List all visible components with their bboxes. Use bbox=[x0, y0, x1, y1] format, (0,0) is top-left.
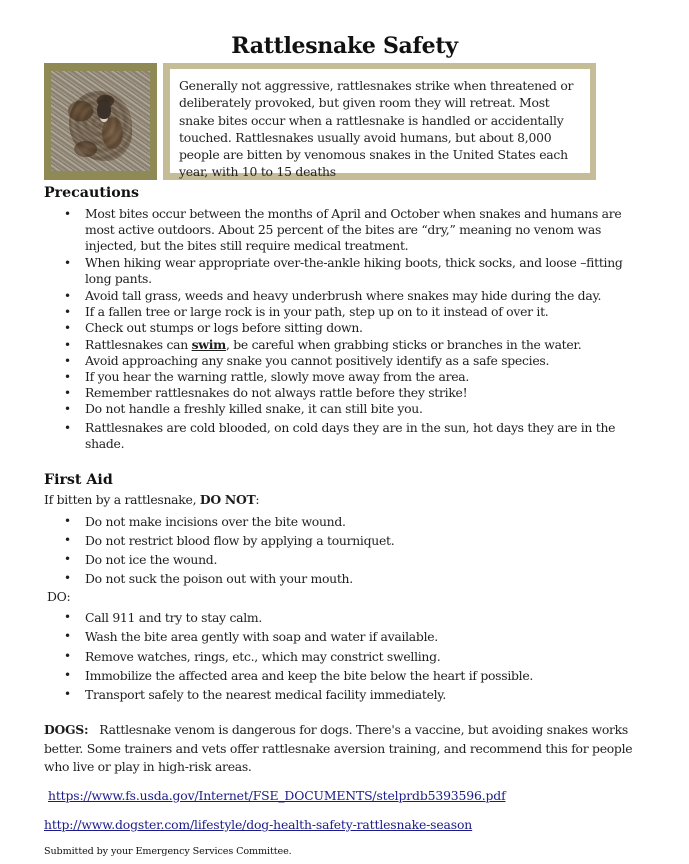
bullet-icon: • bbox=[64, 386, 71, 401]
list-item: • Avoid tall grass, weeds and heavy underbrush where snakes may hide during the day. bbox=[64, 288, 602, 304]
bullet-icon: • bbox=[64, 533, 71, 547]
do-not-list bbox=[63, 512, 623, 588]
bullet-icon: • bbox=[64, 321, 71, 336]
bullet-icon: • bbox=[64, 552, 71, 566]
precautions-heading: Precautions bbox=[44, 185, 140, 201]
list-item: • Do not make incisions over the bite wound. bbox=[64, 514, 346, 529]
list-item: • Immobilize the affected area and keep the bite below the heart if possible. bbox=[63, 666, 623, 685]
bullet-icon: • bbox=[64, 648, 71, 663]
do-list bbox=[63, 608, 623, 704]
bullet-icon: • bbox=[64, 255, 71, 270]
first-aid-heading: First Aid bbox=[44, 472, 113, 488]
list-item: • Remove watches, rings, etc., which may constrict swelling. bbox=[63, 647, 623, 666]
precautions-list bbox=[63, 206, 623, 452]
bullet-icon: • bbox=[64, 667, 71, 682]
footer-note: Submitted by your Emergency Services Committee. bbox=[44, 846, 292, 857]
intro-text: Generally not aggressive, rattlesnakes strike when threatened or deliberately provoked, but given room they will retreat. Most snake bites occur when a rattlesnake is handled or accidentally touched. Rattlesnakes usually avoid humans, but about 8,000 people are bitten by venomous snakes in the United States each year, with 10 to 15 deaths bbox=[170, 69, 590, 173]
bullet-icon: • bbox=[64, 687, 71, 702]
bullet-icon: • bbox=[64, 514, 71, 528]
do-not-intro: If bitten by a rattlesnake, DO NOT: bbox=[44, 492, 260, 507]
bullet-icon: • bbox=[64, 571, 71, 585]
swim-emphasis: swim bbox=[191, 336, 226, 352]
list-item: • Check out stumps or logs before sitting down. bbox=[64, 320, 363, 336]
list-item: • Transport safely to the nearest medical facility immediately. bbox=[63, 685, 623, 704]
do-not-label: DO NOT bbox=[199, 492, 256, 507]
list-item: • Do not ice the wound. bbox=[64, 552, 218, 567]
list-item: • If you hear the warning rattle, slowly move away from the area. bbox=[64, 369, 470, 385]
list-item: • Rattlesnakes are cold blooded, on cold days they are in the sun, hot days they are in the shade. bbox=[64, 419, 616, 451]
list-item: • If a fallen tree or large rock is in your path, step up on to it instead of over it. bbox=[64, 304, 549, 320]
list-item: • Do not restrict blood flow by applying a tourniquet. bbox=[64, 533, 395, 548]
bullet-icon: • bbox=[64, 402, 71, 417]
rattlesnake-photo-frame bbox=[44, 63, 157, 180]
page-title: Rattlesnake Safety bbox=[231, 33, 458, 59]
list-item: • Do not suck the poison out with your mouth. bbox=[64, 571, 353, 586]
dogs-paragraph: DOGS: Rattlesnake venom is dangerous for dogs. There's a vaccine, but avoiding snakes works better. Some trainers and vets offer rattlesnake aversion training, and recommend this for people who live or play in high-risk areas. bbox=[44, 722, 633, 774]
bullet-icon: • bbox=[64, 629, 71, 644]
bullet-icon: • bbox=[64, 207, 71, 221]
do-label: DO: bbox=[47, 589, 71, 604]
rattlesnake-photo-icon bbox=[51, 71, 150, 171]
list-item: • Call 911 and try to stay calm. bbox=[63, 608, 623, 627]
list-item: • Remember rattlesnakes do not always rattle before they strike! bbox=[64, 385, 468, 401]
list-item: • Rattlesnakes can swim, be careful when grabbing sticks or branches in the water. bbox=[64, 336, 582, 352]
list-item: • Do not handle a freshly killed snake, it can still bite you. bbox=[64, 401, 423, 417]
list-item: • Most bites occur between the months of April and October when snakes and humans are most active outdoors. About 25 percent of the bites are “dry,” meaning no venom was injected, but the bites still require medical treatment. bbox=[64, 206, 622, 254]
bullet-icon: • bbox=[64, 370, 71, 385]
bullet-icon: • bbox=[64, 353, 71, 368]
list-item: • When hiking wear appropriate over-the-ankle hiking boots, thick socks, and loose –fitting long pants. bbox=[64, 254, 623, 286]
bullet-icon: • bbox=[64, 420, 71, 435]
list-item: • Wash the bite area gently with soap and water if available. bbox=[63, 627, 623, 646]
bullet-icon: • bbox=[64, 337, 71, 352]
dogster-link[interactable]: http://www.dogster.com/lifestyle/dog-health-safety-rattlesnake-season bbox=[44, 817, 473, 832]
bullet-icon: • bbox=[64, 305, 71, 320]
list-item: • Avoid approaching any snake you cannot positively identify as a safe species. bbox=[64, 352, 550, 368]
intro-callout bbox=[163, 63, 596, 180]
dogs-label: DOGS: bbox=[44, 722, 89, 737]
bullet-icon: • bbox=[64, 289, 71, 304]
bullet-icon: • bbox=[64, 610, 71, 624]
usda-link[interactable]: https://www.fs.usda.gov/Internet/FSE_DOCUMENTS/stelprdb5393596.pdf bbox=[48, 788, 506, 803]
